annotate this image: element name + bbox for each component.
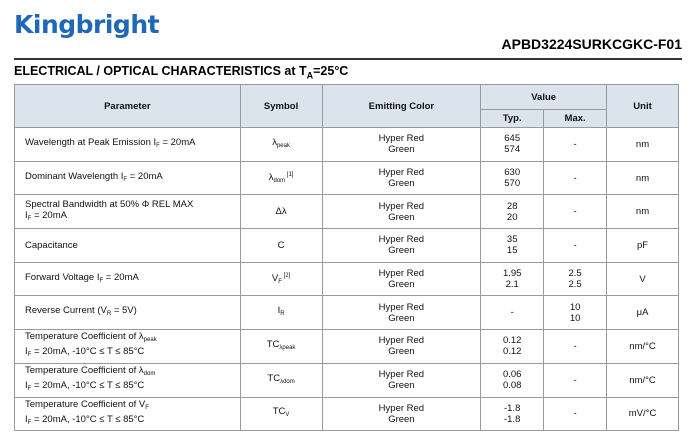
parameter-subscript: F [27, 419, 32, 426]
max-cell [544, 195, 607, 229]
unit-cell: mV/°C [607, 397, 679, 431]
parameter-text: Dominant Wavelength I [25, 170, 124, 182]
section-title-sub: A [306, 70, 314, 81]
parameter-cell [15, 195, 241, 229]
parameter-text: I [25, 380, 28, 392]
parameter-subscript: F [27, 215, 32, 222]
typ-value: -1.8 [504, 402, 521, 414]
max-value: - [573, 408, 577, 420]
emitting-color-cell [322, 229, 481, 263]
emitting-color: Hyper Red [378, 268, 425, 280]
table-row [15, 195, 679, 229]
symbol-subscript: λpeak [279, 344, 296, 351]
parameter-line-2 [25, 346, 236, 361]
max-value: 10 [569, 312, 581, 324]
parameter-subscript: F [123, 176, 128, 183]
emitting-color: Green [388, 413, 415, 425]
typ-value: 574 [504, 144, 521, 156]
parameter-text: = 20mA, -10°C ≤ T ≤ 85°C [31, 346, 145, 358]
emitting-color: Hyper Red [378, 133, 425, 145]
typ-cell [481, 195, 544, 229]
typ-value: 645 [504, 133, 521, 145]
symbol-text: λ [268, 171, 274, 183]
max-value: 10 [569, 301, 581, 313]
symbol-cell [240, 397, 322, 431]
parameter-cell [15, 161, 241, 195]
max-cell [544, 397, 607, 431]
typ-value: 15 [506, 245, 518, 257]
unit-cell: nm/°C [607, 330, 679, 364]
parameter-cell [15, 128, 241, 162]
parameter-cell [15, 330, 241, 364]
max-value: - [573, 374, 577, 386]
typ-value: 630 [504, 167, 521, 179]
emitting-color: Hyper Red [378, 402, 425, 414]
symbol-cell [240, 128, 322, 162]
emitting-color: Green [388, 279, 415, 291]
section-title-prefix: ELECTRICAL / OPTICAL CHARACTERISTICS at T [14, 64, 307, 78]
max-value: 2.5 [568, 268, 582, 280]
typ-cell [481, 161, 544, 195]
unit-cell: μA [607, 296, 679, 330]
typ-value: 20 [506, 211, 518, 223]
max-value: - [573, 239, 577, 251]
parameter-cell [15, 296, 241, 330]
max-cell [544, 161, 607, 195]
emitting-color: Green [388, 178, 415, 190]
table-row [15, 229, 679, 263]
parameter-text: Temperature Coefficient of V [25, 398, 146, 410]
table-row [15, 128, 679, 162]
symbol-subscript: R [280, 311, 285, 318]
section-title [14, 64, 348, 81]
emitting-color: Green [388, 312, 415, 324]
typ-value: 2.1 [505, 279, 519, 291]
typ-value: 0.12 [502, 335, 522, 347]
table-row [15, 363, 679, 397]
parameter-text: = 20mA [159, 136, 196, 148]
table-row [15, 397, 679, 431]
unit-cell: nm [607, 195, 679, 229]
typ-cell [481, 363, 544, 397]
emitting-color: Green [388, 380, 415, 392]
parameter-line-1 [25, 331, 236, 346]
symbol-footnote: [2] [281, 272, 291, 279]
table-row [15, 262, 679, 296]
parameter-line-2 [25, 380, 236, 395]
emitting-color: Hyper Red [378, 369, 425, 381]
parameter-text: I [25, 346, 28, 358]
table-row [15, 161, 679, 195]
parameter-subscript: dom [143, 371, 156, 378]
symbol-cell [240, 296, 322, 330]
parameter-subscript: F [27, 386, 32, 393]
parameter-text: Forward Voltage I [25, 271, 100, 283]
typ-value: -1.8 [504, 413, 521, 425]
parameter-subscript: R [106, 311, 112, 318]
parameter-text: Capacitance [25, 239, 78, 251]
parameter-text: = 20mA, -10°C ≤ T ≤ 85°C [31, 380, 145, 392]
emitting-color: Hyper Red [378, 301, 425, 313]
unit-cell: V [607, 262, 679, 296]
parameter-text: Reverse Current (V [25, 305, 107, 317]
max-cell [544, 363, 607, 397]
typ-cell [481, 397, 544, 431]
emitting-color: Hyper Red [378, 335, 425, 347]
symbol-subscript: F [278, 278, 282, 285]
parameter-line-1 [25, 272, 236, 287]
max-cell [544, 262, 607, 296]
emitting-color-cell [322, 363, 481, 397]
parameter-text: I [25, 209, 28, 221]
header-divider [14, 58, 682, 60]
symbol-text: TC [272, 406, 286, 418]
parameter-cell [15, 262, 241, 296]
parameter-text: = 5V) [111, 305, 137, 317]
symbol-cell [240, 161, 322, 195]
parameter-text: Spectral Bandwidth at 50% Φ REL MAX [25, 198, 194, 210]
header-value: Value [481, 85, 607, 110]
symbol-subscript: λdom [280, 378, 295, 385]
emitting-color-cell [322, 161, 481, 195]
emitting-color-cell [322, 128, 481, 162]
symbol-text: λ [272, 136, 277, 148]
characteristics-table [14, 84, 679, 431]
part-number: APBD3224SURKCGKC-F01 [501, 36, 682, 52]
max-cell [544, 330, 607, 364]
header-row [15, 85, 679, 110]
emitting-color: Hyper Red [378, 234, 425, 246]
emitting-color-cell [322, 262, 481, 296]
parameter-text: = 20mA [127, 170, 163, 182]
symbol-subscript: dom [273, 177, 286, 184]
header-emitting-color: Emitting Color [322, 85, 481, 128]
symbol-cell [240, 262, 322, 296]
parameter-text: = 20mA, -10°C ≤ T ≤ 85°C [31, 413, 145, 425]
header-unit: Unit [607, 85, 679, 128]
parameter-cell [15, 363, 241, 397]
unit-cell: nm [607, 161, 679, 195]
emitting-color: Hyper Red [378, 200, 425, 212]
max-value: - [573, 340, 577, 352]
parameter-line-1 [25, 199, 236, 210]
parameter-text: = 20mA [103, 271, 139, 283]
unit-cell: nm/°C [607, 363, 679, 397]
parameter-subscript: F [99, 277, 104, 284]
typ-value: 0.06 [502, 369, 522, 381]
symbol-footnote: [1] [285, 171, 294, 178]
table-row [15, 330, 679, 364]
symbol-text: C [277, 239, 285, 251]
typ-value: 1.95 [502, 268, 522, 280]
header-max: Max. [544, 110, 607, 128]
emitting-color-cell [322, 330, 481, 364]
max-value: - [573, 138, 577, 150]
typ-cell [481, 262, 544, 296]
parameter-line-2 [25, 414, 236, 429]
typ-value: 0.12 [502, 346, 522, 358]
typ-cell [481, 229, 544, 263]
parameter-text: Wavelength at Peak Emission I [25, 136, 157, 148]
parameter-text: = 20mA [31, 209, 67, 221]
parameter-cell [15, 397, 241, 431]
typ-value: - [510, 307, 514, 319]
parameter-line-2 [25, 210, 236, 225]
parameter-subscript: F [27, 352, 32, 359]
table-row [15, 296, 679, 330]
symbol-cell [240, 363, 322, 397]
symbol-text: Δλ [275, 206, 287, 218]
unit-cell: pF [607, 229, 679, 263]
symbol-cell [240, 229, 322, 263]
emitting-color-cell [322, 296, 481, 330]
symbol-text: I [277, 305, 281, 317]
typ-value: 28 [506, 200, 518, 212]
parameter-line-1 [25, 305, 236, 320]
typ-cell [481, 330, 544, 364]
max-cell [544, 229, 607, 263]
parameter-text: Temperature Coefficient of λ [25, 331, 144, 343]
typ-value: 0.08 [502, 380, 522, 392]
typ-cell [481, 296, 544, 330]
emitting-color: Green [388, 245, 415, 257]
typ-value: 35 [506, 234, 518, 246]
parameter-line-1 [25, 137, 236, 152]
max-cell [544, 128, 607, 162]
typ-cell [481, 128, 544, 162]
parameter-line-1 [25, 365, 236, 380]
max-value: 2.5 [568, 279, 582, 291]
emitting-color: Green [388, 144, 415, 156]
section-title-suffix: =25°C [313, 64, 349, 78]
symbol-cell [240, 330, 322, 364]
symbol-subscript: peak [276, 142, 290, 149]
symbol-subscript: V [285, 412, 290, 419]
max-value: - [573, 206, 577, 218]
parameter-subscript: peak [143, 337, 157, 344]
parameter-subscript: F [156, 142, 160, 149]
parameter-text: Temperature Coefficient of λ [25, 365, 144, 377]
symbol-cell [240, 195, 322, 229]
typ-value: 570 [504, 178, 521, 190]
parameter-cell [15, 229, 241, 263]
max-cell [544, 296, 607, 330]
max-value: - [573, 172, 577, 184]
parameter-line-1 [25, 171, 236, 186]
parameter-subscript: F [145, 404, 149, 411]
emitting-color: Green [388, 346, 415, 358]
emitting-color: Green [388, 211, 415, 223]
header-parameter: Parameter [15, 85, 241, 128]
emitting-color: Hyper Red [378, 167, 425, 179]
header-symbol: Symbol [240, 85, 322, 128]
symbol-text: V [271, 272, 279, 284]
unit-cell: nm [607, 128, 679, 162]
parameter-line-1 [25, 240, 236, 251]
parameter-line-1 [25, 399, 236, 414]
kingbright-logo: Kingbright [14, 10, 160, 39]
emitting-color-cell [322, 195, 481, 229]
symbol-text: TC [267, 372, 281, 384]
symbol-text: TC [266, 338, 280, 350]
header-typ: Typ. [481, 110, 544, 128]
parameter-text: I [25, 413, 28, 425]
emitting-color-cell [322, 397, 481, 431]
